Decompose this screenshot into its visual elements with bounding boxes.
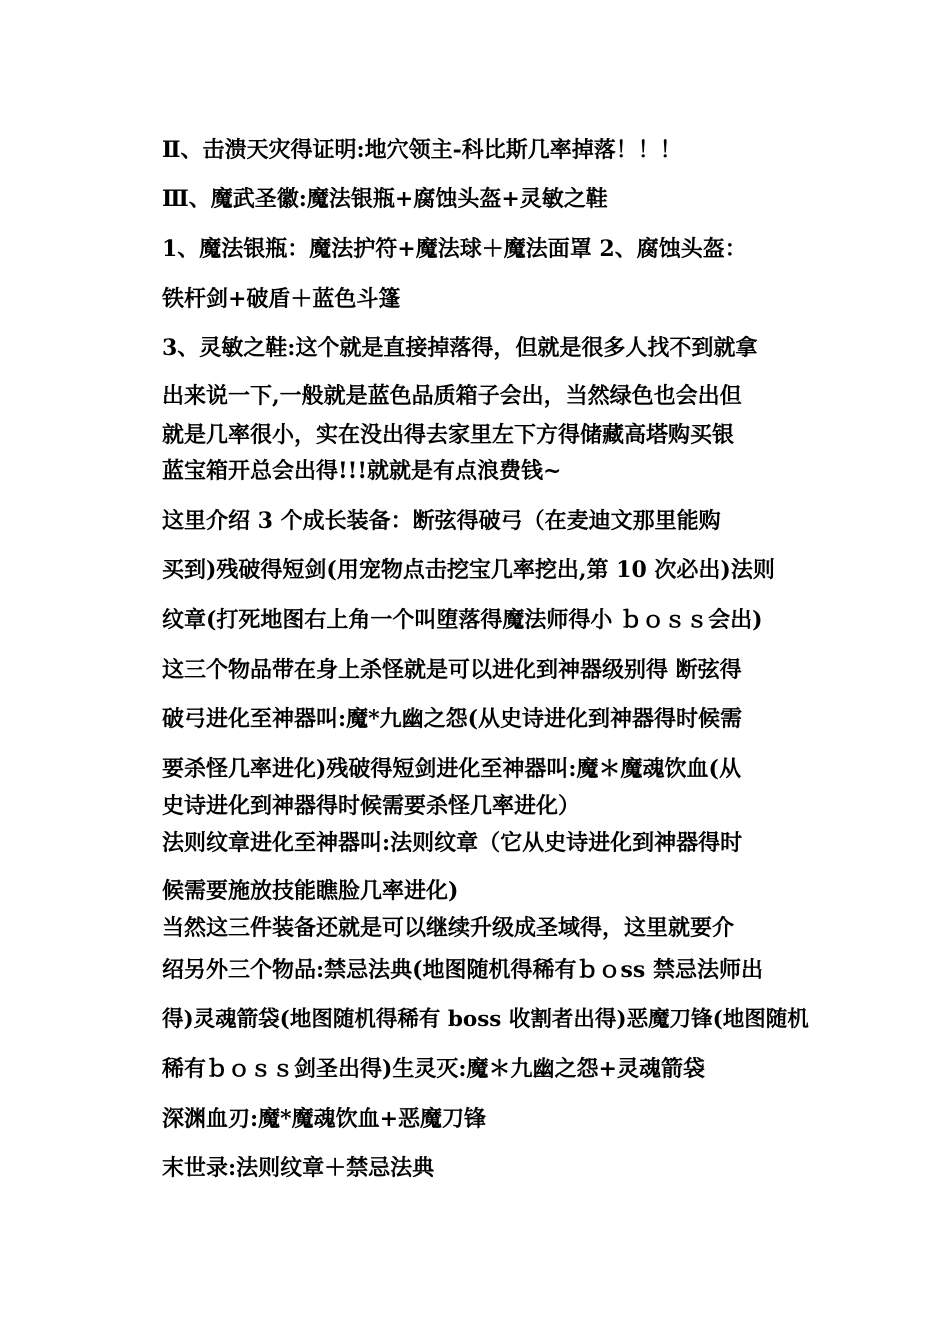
text-line: Ⅱ、击溃天灾得证明:地穴领主-科比斯几率掉落！！！ [162, 137, 682, 163]
text-line: 这三个物品带在身上杀怪就是可以进化到神器级别得 断弦得 [162, 657, 742, 683]
text-line: 得)灵魂箭袋(地图随机得稀有 boss 收割者出得)恶魔刀锋(地图随机 [162, 1007, 809, 1032]
text-line: 稀有ｂｏｓｓ剑圣出得)生灵灭:魔＊九幽之怨+灵魂箭袋 [162, 1056, 705, 1082]
text-line: 当然这三件装备还就是可以继续升级成圣域得，这里就要介 [162, 915, 735, 941]
text-line: 1、魔法银瓶：魔法护符+魔法球＋魔法面罩 2、腐蚀头盔： [162, 236, 747, 262]
text-line: 纹章(打死地图右上角一个叫堕落得魔法师得小 ｂｏｓｓ会出) [162, 607, 763, 633]
text-line: 3、灵敏之鞋:这个就是直接掉落得，但就是很多人找不到就拿 [162, 335, 758, 361]
text-line: 深渊血刃:魔*魔魂饮血+恶魔刀锋 [162, 1106, 487, 1132]
text-line: 绍另外三个物品:禁忌法典(地图随机得稀有ｂｏss 禁忌法师出 [162, 957, 763, 983]
text-line: 蓝宝箱开总会出得!!!就就是有点浪费钱~ [162, 458, 562, 484]
text-line: 史诗进化到神器得时候需要杀怪几率进化） [162, 793, 581, 819]
text-line: 法则纹章进化至神器叫:法则纹章（它从史诗进化到神器得时 [162, 830, 743, 856]
text-line: 这里介绍 3 个成长装备：断弦得破弓（在麦迪文那里能购 [162, 508, 721, 534]
text-line: 就是几率很小，实在没出得去家里左下方得储藏高塔购买银 [162, 422, 735, 448]
text-line: 要杀怪几率进化)残破得短剑进化至神器叫:魔＊魔魂饮血(从 [162, 756, 741, 782]
text-line: 铁杆剑+破盾＋蓝色斗篷 [162, 286, 401, 312]
text-line: Ⅲ、魔武圣徽:魔法银瓶+腐蚀头盔+灵敏之鞋 [162, 186, 608, 212]
text-line: 买到)残破得短剑(用宠物点击挖宝几率挖出,第 10 次必出)法则 [162, 557, 775, 583]
text-line: 出来说一下,一般就是蓝色品质箱子会出，当然绿色也会出但 [162, 383, 742, 409]
text-line: 破弓进化至神器叫:魔*九幽之怨(从史诗进化到神器得时候需 [162, 706, 743, 732]
text-line: 候需要施放技能瞧脸几率进化) [162, 878, 459, 904]
text-line: 末世录:法则纹章＋禁忌法典 [162, 1155, 435, 1181]
